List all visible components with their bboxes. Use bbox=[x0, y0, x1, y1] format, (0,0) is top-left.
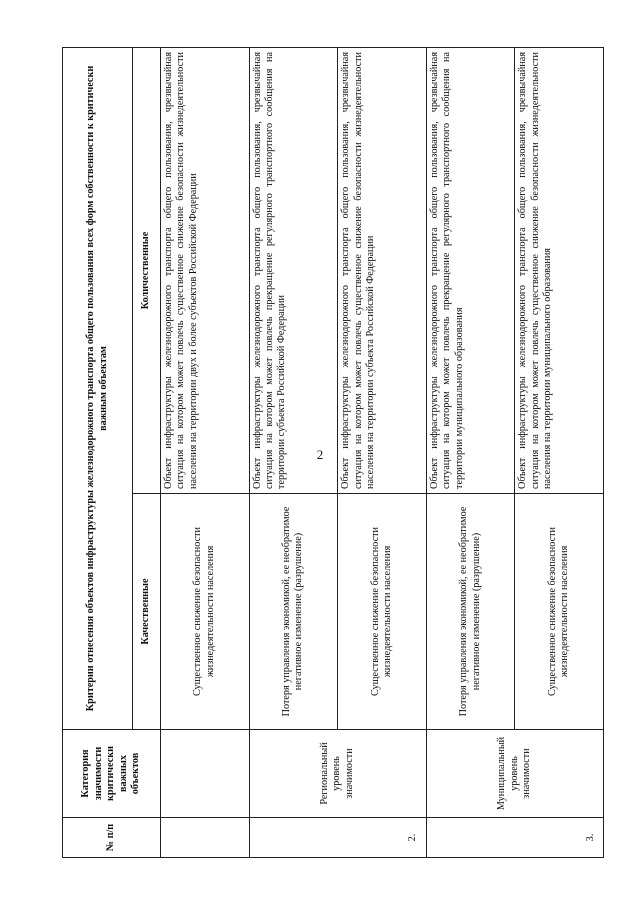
table-row bbox=[249, 47, 338, 857]
header-criteria: Критерии отнесения объектов инфраструктуры железнодорожного транспорта общего пользования всех форм собственности к критически важным объектам bbox=[63, 47, 133, 729]
criteria-table bbox=[62, 47, 604, 858]
criteria-table-rotated bbox=[62, 48, 604, 858]
cell-qualitative: Потеря управления экономикой, ее необратимое негативное изменение (разрушение) bbox=[426, 494, 515, 730]
table-row bbox=[426, 47, 515, 857]
page-number: 2 bbox=[316, 447, 324, 462]
header-num: № п/п bbox=[63, 818, 161, 858]
header-category: Категория значимости критически важных объектов bbox=[63, 730, 161, 818]
table-row bbox=[161, 47, 250, 857]
cell-qualitative: Существенное снижение безопасности жизнедеятельности населения bbox=[338, 494, 427, 730]
cell-quantitative: Объект инфраструктуры железнодорожного транспорта общего пользования, чрезвычайная ситуация на котором может повлечь существенное снижение безопасности жизнедеятельности населения на территории субъекта Российской Федерации bbox=[338, 47, 427, 493]
cell-qualitative: Существенное снижение безопасности жизнедеятельности населения bbox=[161, 494, 250, 730]
cell-quantitative: Объект инфраструктуры железнодорожного транспорта общего пользования, чрезвычайная ситуация на котором может повлечь существенное снижение безопасности жизнедеятельности населения на территории муниципального образования bbox=[515, 47, 604, 493]
cell-quantitative: Объект инфраструктуры железнодорожного транспорта общего пользования, чрезвычайная ситуация на котором может повлечь прекращение регулярного транспортного сообщения на территории муниципального образования bbox=[426, 47, 515, 493]
cell-category: Муниципальный уровень значимости bbox=[426, 730, 603, 818]
cell-quantitative: Объект инфраструктуры железнодорожного транспорта общего пользования, чрезвычайная ситуация на котором может повлечь существенное снижение безопасности жизнедеятельности населения на территории двух и более субъектов Российской Федерации bbox=[161, 47, 250, 493]
table-header-row bbox=[63, 47, 133, 857]
header-qualitative: Качественные bbox=[133, 494, 161, 730]
cell-qualitative: Потеря управления экономикой, ее необратимое негативное изменение (разрушение) bbox=[249, 494, 338, 730]
header-quantitative: Количественные bbox=[133, 47, 161, 493]
cell-num: 3. bbox=[426, 818, 603, 858]
cell-num: 2. bbox=[249, 818, 426, 858]
cell-quantitative: Объект инфраструктуры железнодорожного транспорта общего пользования, чрезвычайная ситуация на котором может повлечь прекращение регулярного транспортного сообщения на территории субъекта Российской Федерации bbox=[249, 47, 338, 493]
cell-category-continued bbox=[161, 730, 250, 818]
cell-num-continued bbox=[161, 818, 250, 858]
cell-qualitative: Существенное снижение безопасности жизнедеятельности населения bbox=[515, 494, 604, 730]
cell-category: Региональный уровень значимости bbox=[249, 730, 426, 818]
